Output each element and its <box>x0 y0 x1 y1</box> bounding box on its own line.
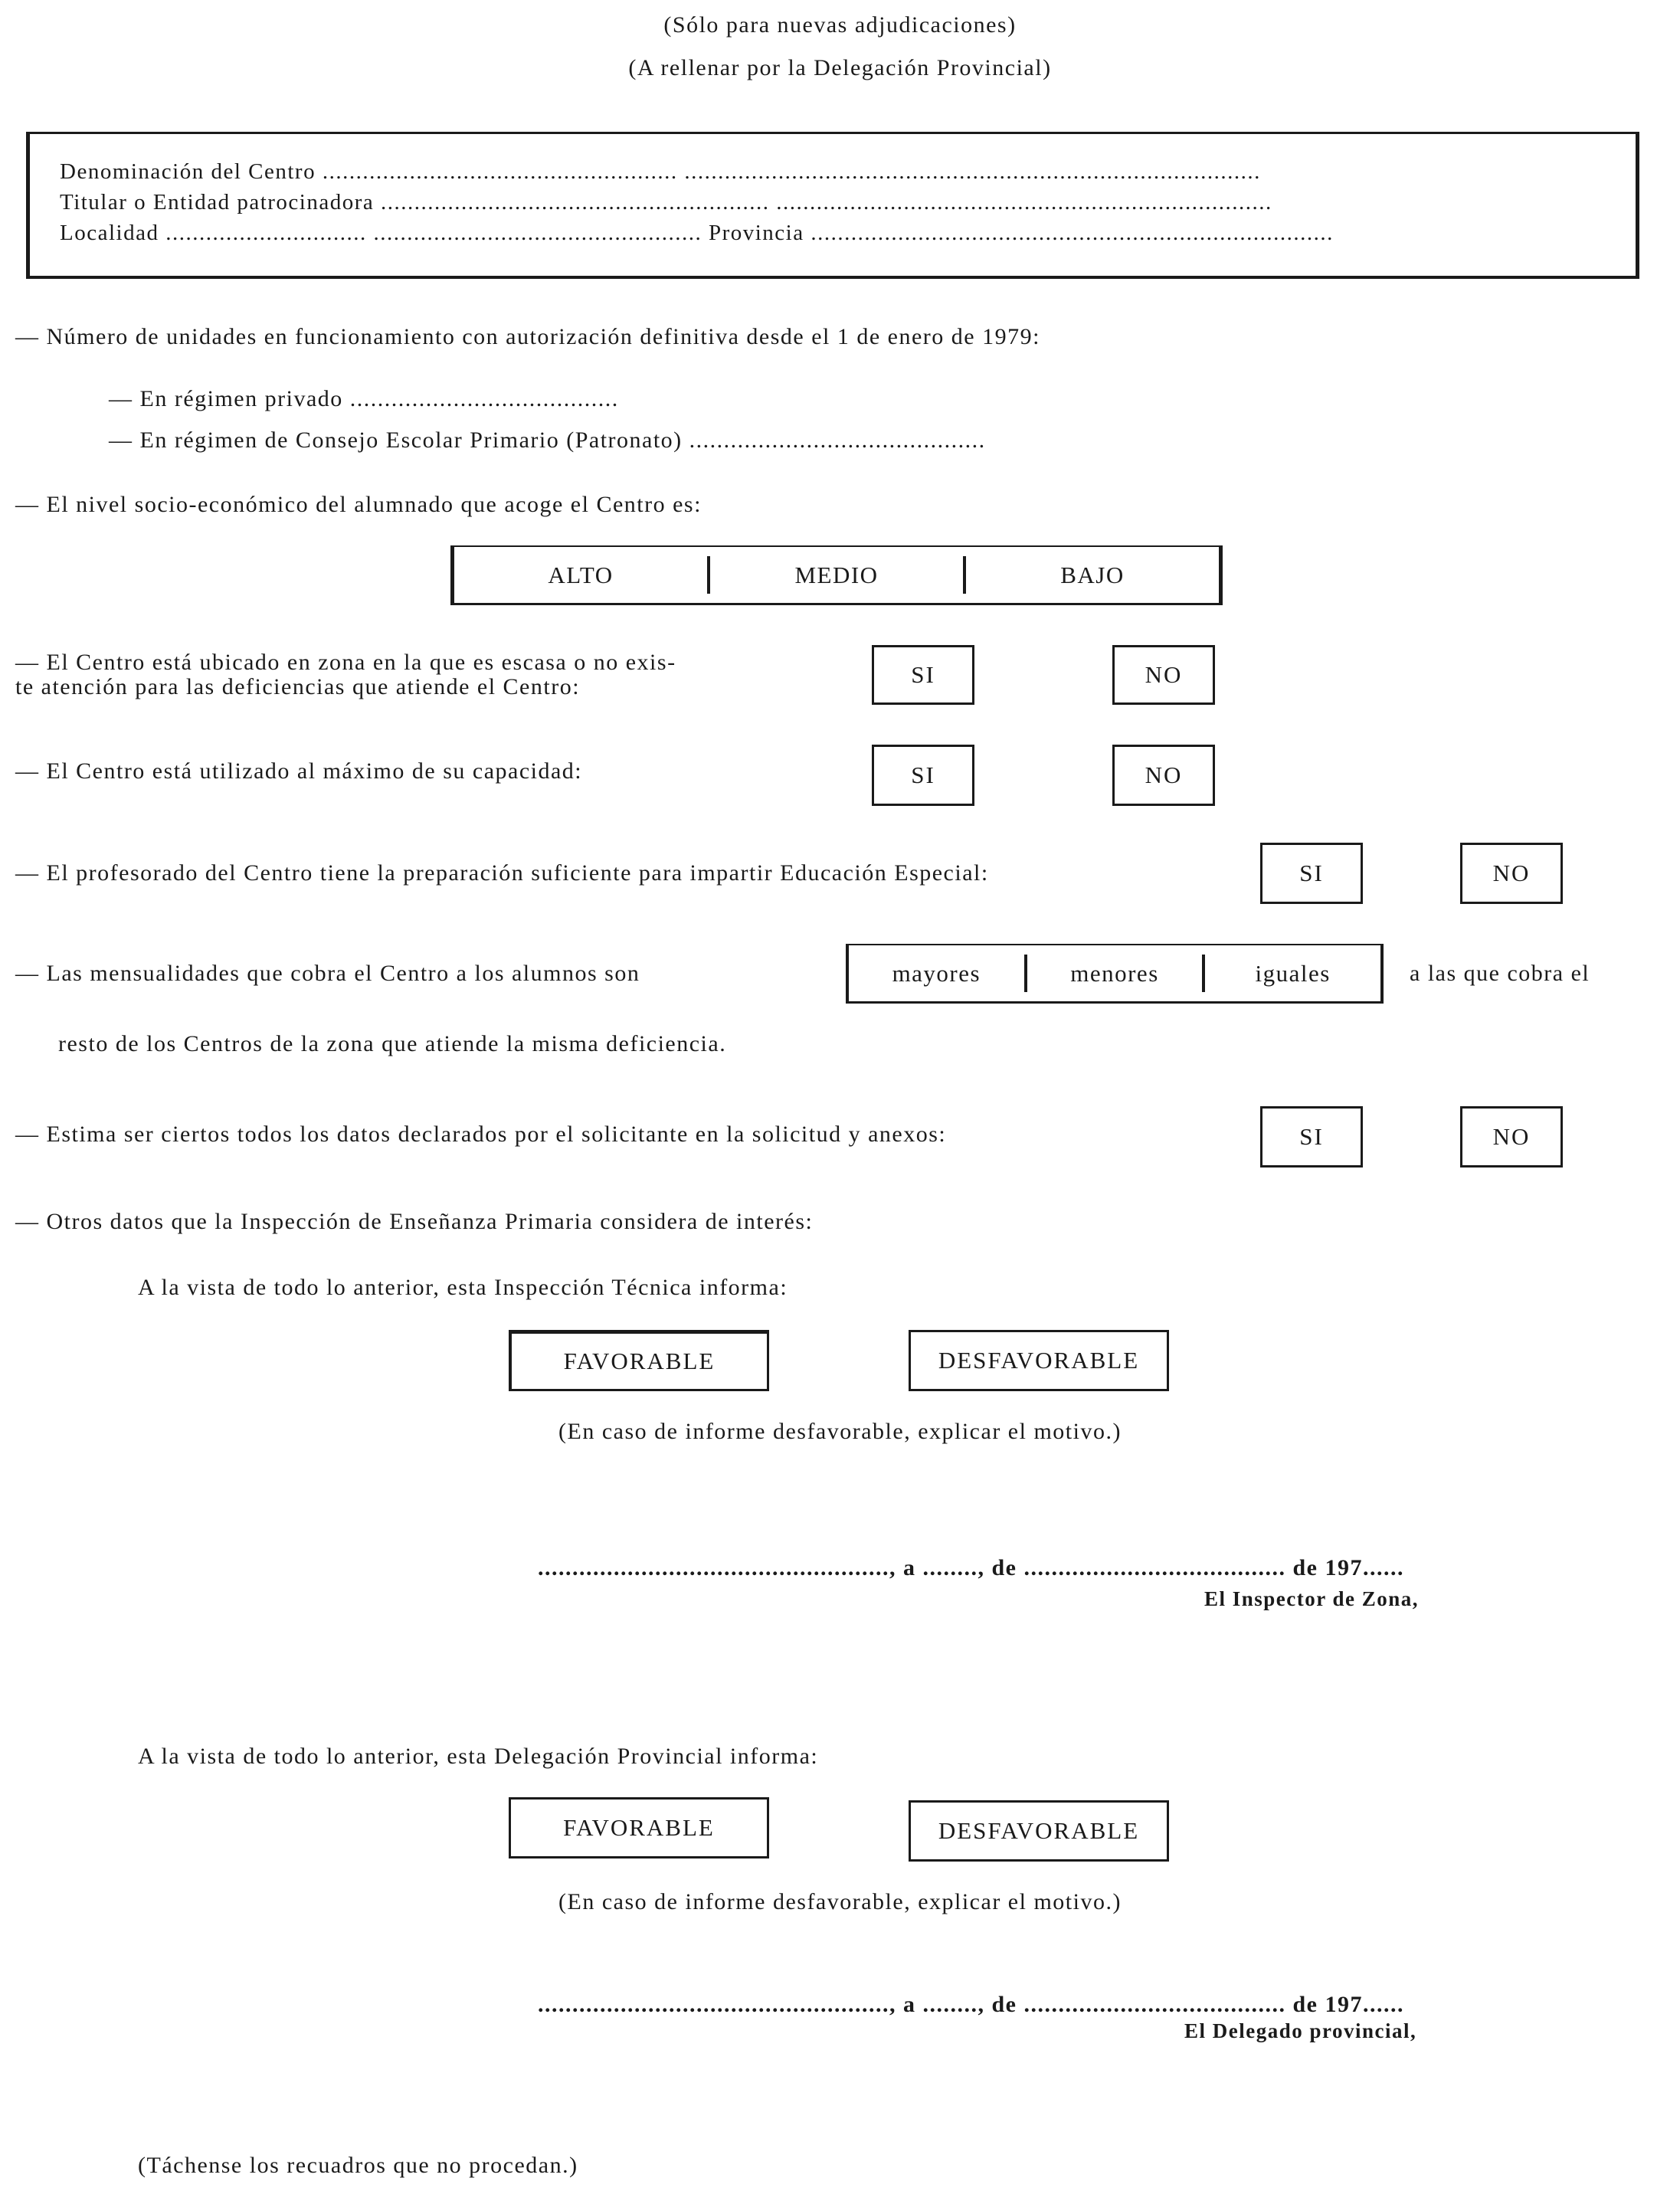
mensualidades-line2: resto de los Centros de la zona que atiende la misma deficiencia. <box>58 1031 727 1056</box>
capacidad-question: — El Centro está utilizado al máximo de su capacidad: <box>15 758 583 784</box>
zona-no-box[interactable]: NO <box>1112 645 1215 705</box>
profesorado-no-box[interactable]: NO <box>1460 843 1563 904</box>
datos-no-box[interactable]: NO <box>1460 1106 1563 1167</box>
inspeccion-desfavorable-box[interactable]: DESFAVORABLE <box>909 1330 1169 1391</box>
inspeccion-note: (En caso de informe desfavorable, explicar el motivo.) <box>558 1419 1122 1444</box>
datos-si-box[interactable]: SI <box>1260 1106 1363 1167</box>
header-note-2: (A rellenar por la Delegación Provincial) <box>628 55 1052 80</box>
delegacion-signer: El Delegado provincial, <box>1184 2019 1417 2042</box>
inspeccion-signer: El Inspector de Zona, <box>1204 1587 1420 1610</box>
mensualidades-option-mayores[interactable]: mayores <box>892 959 981 987</box>
inspeccion-favorable-box[interactable]: FAVORABLE <box>509 1330 769 1391</box>
nivel-options <box>450 545 1223 605</box>
denominacion-field[interactable]: Denominación del Centro ..................................................... ...................................................................................... <box>60 159 1261 184</box>
mensualidades-option-iguales[interactable]: iguales <box>1202 955 1380 992</box>
titular-field[interactable]: Titular o Entidad patrocinadora .......................................................... .......................................................................... <box>60 190 1272 215</box>
nivel-option-medio[interactable]: MEDIO <box>707 556 963 594</box>
capacidad-si-box[interactable]: SI <box>872 745 974 806</box>
mensualidades-suffix: a las que cobra el <box>1410 961 1590 986</box>
nivel-question: — El nivel socio-económico del alumnado que acoge el Centro es: <box>15 492 702 517</box>
mensualidades-option-menores[interactable]: menores <box>1024 955 1203 992</box>
inspeccion-place-date[interactable]: ..................................................., a ........, de ...................................... de 197...... <box>538 1555 1404 1580</box>
nivel-option-alto[interactable]: ALTO <box>548 561 614 588</box>
regimen-consejo-field[interactable]: — En régimen de Consejo Escolar Primario (Patronato) ........................................... <box>109 427 986 453</box>
nivel-option-bajo[interactable]: BAJO <box>963 556 1219 594</box>
header-note-1: (Sólo para nuevas adjudicaciones) <box>663 12 1017 38</box>
unidades-question: — Número de unidades en funcionamiento con autorización definitiva desde el 1 de enero de 1979: <box>15 324 1040 349</box>
localidad-field[interactable]: Localidad .............................. ................................................. Provincia .............................................................................. <box>60 221 1334 245</box>
datos-question: — Estima ser ciertos todos los datos declarados por el solicitante en la solicitud y anexos: <box>15 1122 947 1147</box>
otros-question: — Otros datos que la Inspección de Enseñanza Primaria considera de interés: <box>15 1209 814 1234</box>
zona-si-box[interactable]: SI <box>872 645 974 705</box>
mensualidades-options <box>846 944 1384 1004</box>
delegacion-desfavorable-box[interactable]: DESFAVORABLE <box>909 1800 1169 1862</box>
zona-question-line1: — El Centro está ubicado en zona en la que es escasa o no exis- <box>15 650 676 675</box>
profesorado-si-box[interactable]: SI <box>1260 843 1363 904</box>
delegacion-favorable-box[interactable]: FAVORABLE <box>509 1797 769 1858</box>
profesorado-question: — El profesorado del Centro tiene la preparación suficiente para impartir Educación Especial: <box>15 860 989 886</box>
delegacion-note: (En caso de informe desfavorable, explicar el motivo.) <box>558 1889 1122 1914</box>
capacidad-no-box[interactable]: NO <box>1112 745 1215 806</box>
delegacion-place-date[interactable]: ..................................................., a ........, de ...................................... de 197...... <box>538 1992 1404 2017</box>
mensualidades-question: — Las mensualidades que cobra el Centro a los alumnos son <box>15 961 640 986</box>
footer-note: (Táchense los recuadros que no procedan.) <box>138 2153 578 2178</box>
zona-question-line2: te atención para las deficiencias que atiende el Centro: <box>15 674 581 699</box>
regimen-privado-field[interactable]: — En régimen privado ....................................... <box>109 386 619 411</box>
inspeccion-intro: A la vista de todo lo anterior, esta Inspección Técnica informa: <box>138 1275 788 1300</box>
delegacion-intro: A la vista de todo lo anterior, esta Delegación Provincial informa: <box>138 1744 819 1769</box>
